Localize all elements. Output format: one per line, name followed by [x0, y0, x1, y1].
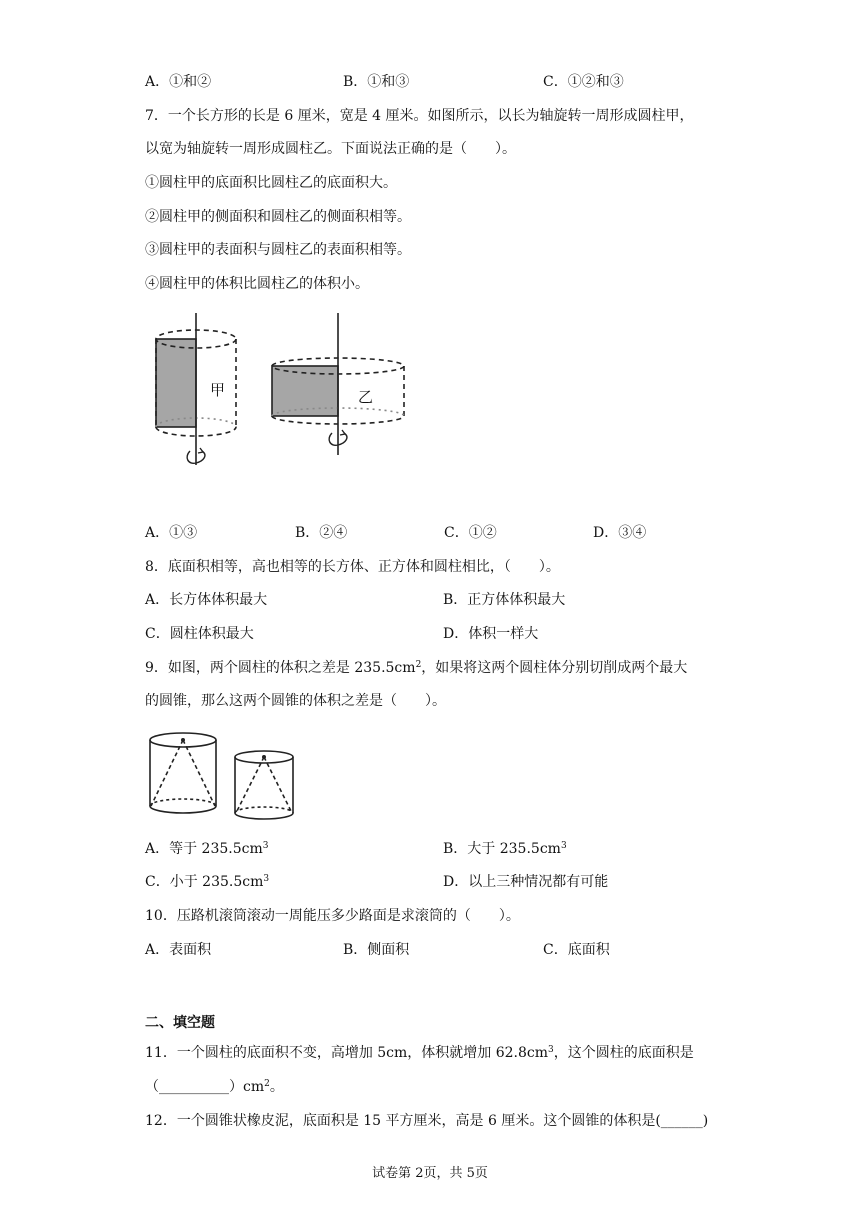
- q11-line2: $(\_\_\_\_\_\_\_\_\_\_)cm^2$。: [145, 1079, 284, 1095]
- q10-option-b: B．侧面积: [343, 942, 410, 958]
- q8-option-c: C．圆柱体积最大: [145, 626, 254, 642]
- small-cone-left: [236, 757, 264, 813]
- q7-cylinder-figure: [140, 305, 430, 480]
- page-footer: 试卷第 2页，共 5页: [372, 1166, 488, 1181]
- q7-option-d: D．③④: [593, 525, 647, 541]
- large-cylinder: [150, 733, 216, 813]
- small-cone-right: [264, 757, 292, 813]
- q9-cylinders-cones-figure: [145, 728, 305, 823]
- q8-option-d: D．体积一样大: [443, 626, 539, 642]
- q7-statement-3: ③圆柱甲的表面积与圆柱乙的表面积相等。: [145, 242, 411, 258]
- section-title-fill-in: 二、填空题: [145, 1015, 215, 1031]
- q7-statement-4: ④圆柱甲的体积比圆柱乙的体积小。: [145, 276, 369, 292]
- q7-option-c: C．①②: [444, 525, 497, 541]
- cylinder-jia-label: 甲: [210, 381, 226, 399]
- q6-option-b: B．①和③: [343, 74, 410, 90]
- large-cone-left: [151, 740, 183, 806]
- cylinder-yi-label: 乙: [358, 388, 374, 406]
- q8-stem: 8．底面积相等，高也相等的长方体、正方体和圆柱相比，（ ）。: [145, 559, 560, 575]
- q10-option-a: A．表面积: [145, 942, 212, 958]
- q12-line1: 12．一个圆锥状橡皮泥，底面积是 15 平方厘米，高是 6 厘米。这个圆锥的体积是(______): [145, 1113, 709, 1129]
- cylinder-yi: [272, 313, 404, 455]
- q7-option-b: B．②④: [295, 525, 348, 541]
- q9-option-a: A．等于 $235.5cm^3$: [145, 841, 269, 857]
- q9-stem-line2: 的圆锥，那么这两个圆锥的体积之差是（ ）。: [145, 693, 446, 709]
- large-cone-right: [183, 740, 215, 806]
- q9-option-b: B．大于 $235.5cm^3$: [443, 841, 567, 857]
- cylinder-jia-rectangle: [156, 339, 196, 427]
- q9-stem-line1: 9．如图，两个圆柱的体积之差是 $235.5cm^2$，如果将这两个圆柱体分别切削成两个最大: [145, 660, 688, 676]
- q7-option-a: A．①③: [145, 525, 198, 541]
- q8-option-b: B．正方体体积最大: [443, 592, 566, 608]
- small-cylinder: [235, 751, 293, 819]
- q9-option-c: C．小于 $235.5cm^3$: [145, 874, 270, 890]
- q7-statement-1: ①圆柱甲的底面积比圆柱乙的底面积大。: [145, 175, 397, 191]
- q7-statement-2: ②圆柱甲的侧面积和圆柱乙的侧面积相等。: [145, 209, 411, 225]
- q7-stem-line1: 7．一个长方形的长是 6 厘米，宽是 4 厘米。如图所示，以长为轴旋转一周形成圆柱甲，: [145, 108, 694, 124]
- q9-option-d: D．以上三种情况都有可能: [443, 874, 609, 890]
- q6-option-a: A．①和②: [145, 74, 212, 90]
- q10-stem: 10．压路机滚筒滚动一周能压多少路面是求滚筒的（ ）。: [145, 908, 520, 924]
- q8-option-a: A．长方体体积最大: [145, 592, 268, 608]
- q10-option-c: C．底面积: [543, 942, 610, 958]
- q6-option-c: C．①②和③: [543, 74, 624, 90]
- q11-line1: 11．一个圆柱的底面积不变，高增加 5cm，体积就增加 $62.8cm^3$，这个圆柱的底面积是: [145, 1045, 694, 1061]
- q7-stem-line2: 以宽为轴旋转一周形成圆柱乙。下面说法正确的是（ ）。: [145, 141, 516, 157]
